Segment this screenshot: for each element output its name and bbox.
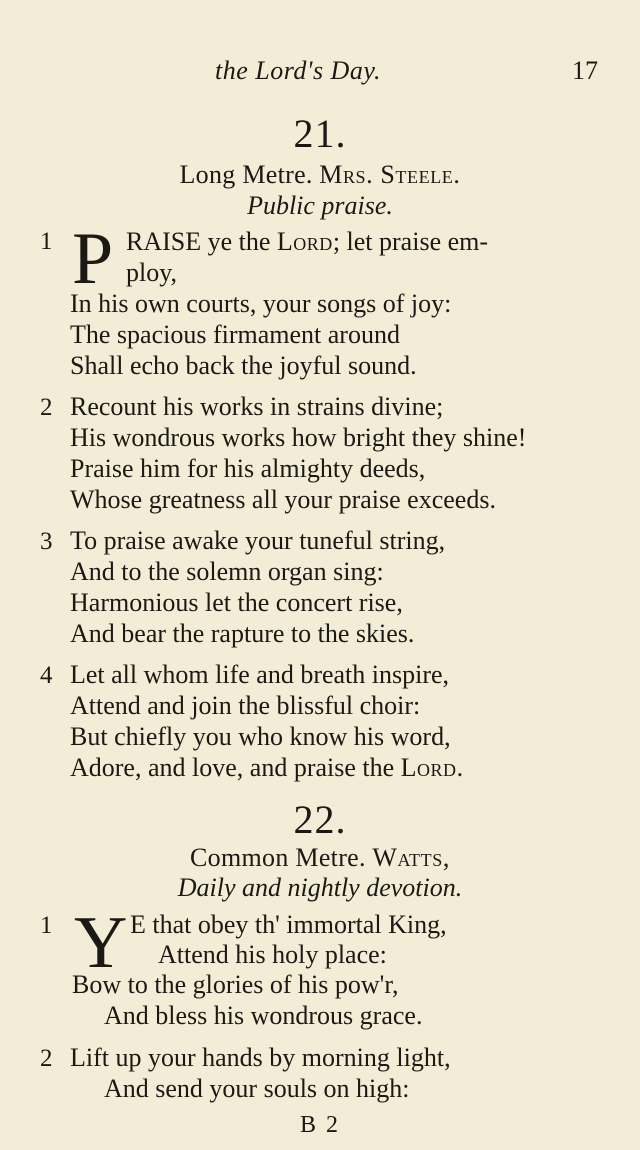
drop-cap: Y	[74, 902, 128, 984]
verse-line: In his own courts, your songs of joy:	[70, 289, 452, 318]
verse-number: 4	[40, 662, 53, 689]
verse-line: E that obey th' immortal King,	[130, 910, 447, 939]
verse-line: And send your souls on high:	[104, 1074, 410, 1103]
verse-text: Adore, and love, and praise the	[70, 753, 395, 782]
verse-line: Praise him for his almighty deeds,	[70, 454, 426, 483]
hymn-meter: Long Metre.	[179, 160, 313, 189]
hymn-subject: Daily and nightly devotion.	[177, 873, 463, 902]
hymn-number: 22.	[293, 797, 347, 842]
verse-line: Shall echo back the joyful sound.	[70, 351, 417, 380]
verse-line: Whose greatness all your praise exceeds.	[70, 485, 496, 514]
hymn-subject: Public praise.	[247, 191, 393, 220]
verse-line: To praise awake your tuneful string,	[70, 526, 446, 555]
verse-line: Bow to the glories of his pow'r,	[72, 970, 399, 999]
verse-number: 3	[40, 528, 53, 555]
small-caps-word: Lord	[400, 753, 457, 782]
hymn-meter: Common Metre.	[190, 843, 366, 872]
verse-line: And to the solemn organ sing:	[70, 557, 384, 586]
verse-line: The spacious firmament around	[70, 320, 400, 349]
running-head	[0, 56, 640, 92]
verse-line	[126, 227, 488, 257]
hymn-meta	[0, 843, 640, 873]
verse-number: 1	[40, 912, 53, 939]
verse-line: Recount his works in strains divine;	[70, 392, 444, 421]
verse-number: 2	[40, 1045, 53, 1072]
verse-line: ploy,	[126, 258, 178, 287]
verse-line: And bear the rapture to the skies.	[70, 619, 415, 648]
verse-line: Harmonious let the concert rise,	[70, 588, 403, 617]
hymn-author: Watts,	[372, 843, 450, 872]
verse-line: His wondrous works how bright they shine!	[70, 423, 527, 452]
verse-text: RAISE ye the	[126, 227, 271, 256]
verse-line: Attend and join the blissful choir:	[70, 691, 421, 720]
signature-mark: B 2	[299, 1112, 340, 1138]
hymn-meta	[0, 160, 640, 190]
verse-line: Lift up your hands by morning light,	[70, 1043, 451, 1072]
hymn-author: Mrs. Steele.	[319, 160, 461, 189]
hymn-number: 21.	[293, 111, 347, 156]
verse-text: ; let praise em-	[332, 227, 489, 256]
verse-line: But chiefly you who know his word,	[70, 722, 451, 751]
verse-line: And bless his wondrous grace.	[104, 1001, 423, 1030]
verse-line: Let all whom life and breath inspire,	[70, 660, 450, 689]
drop-cap: P	[72, 218, 114, 300]
page-number: 17	[572, 56, 598, 85]
running-title: the Lord's Day.	[215, 56, 381, 85]
verse-line: Attend his holy place:	[158, 940, 387, 969]
verse-text: .	[456, 753, 464, 782]
verse-line	[70, 753, 463, 783]
verse-number: 2	[40, 394, 53, 421]
small-caps-word: Lord	[276, 227, 333, 256]
verse-number: 1	[40, 228, 53, 255]
